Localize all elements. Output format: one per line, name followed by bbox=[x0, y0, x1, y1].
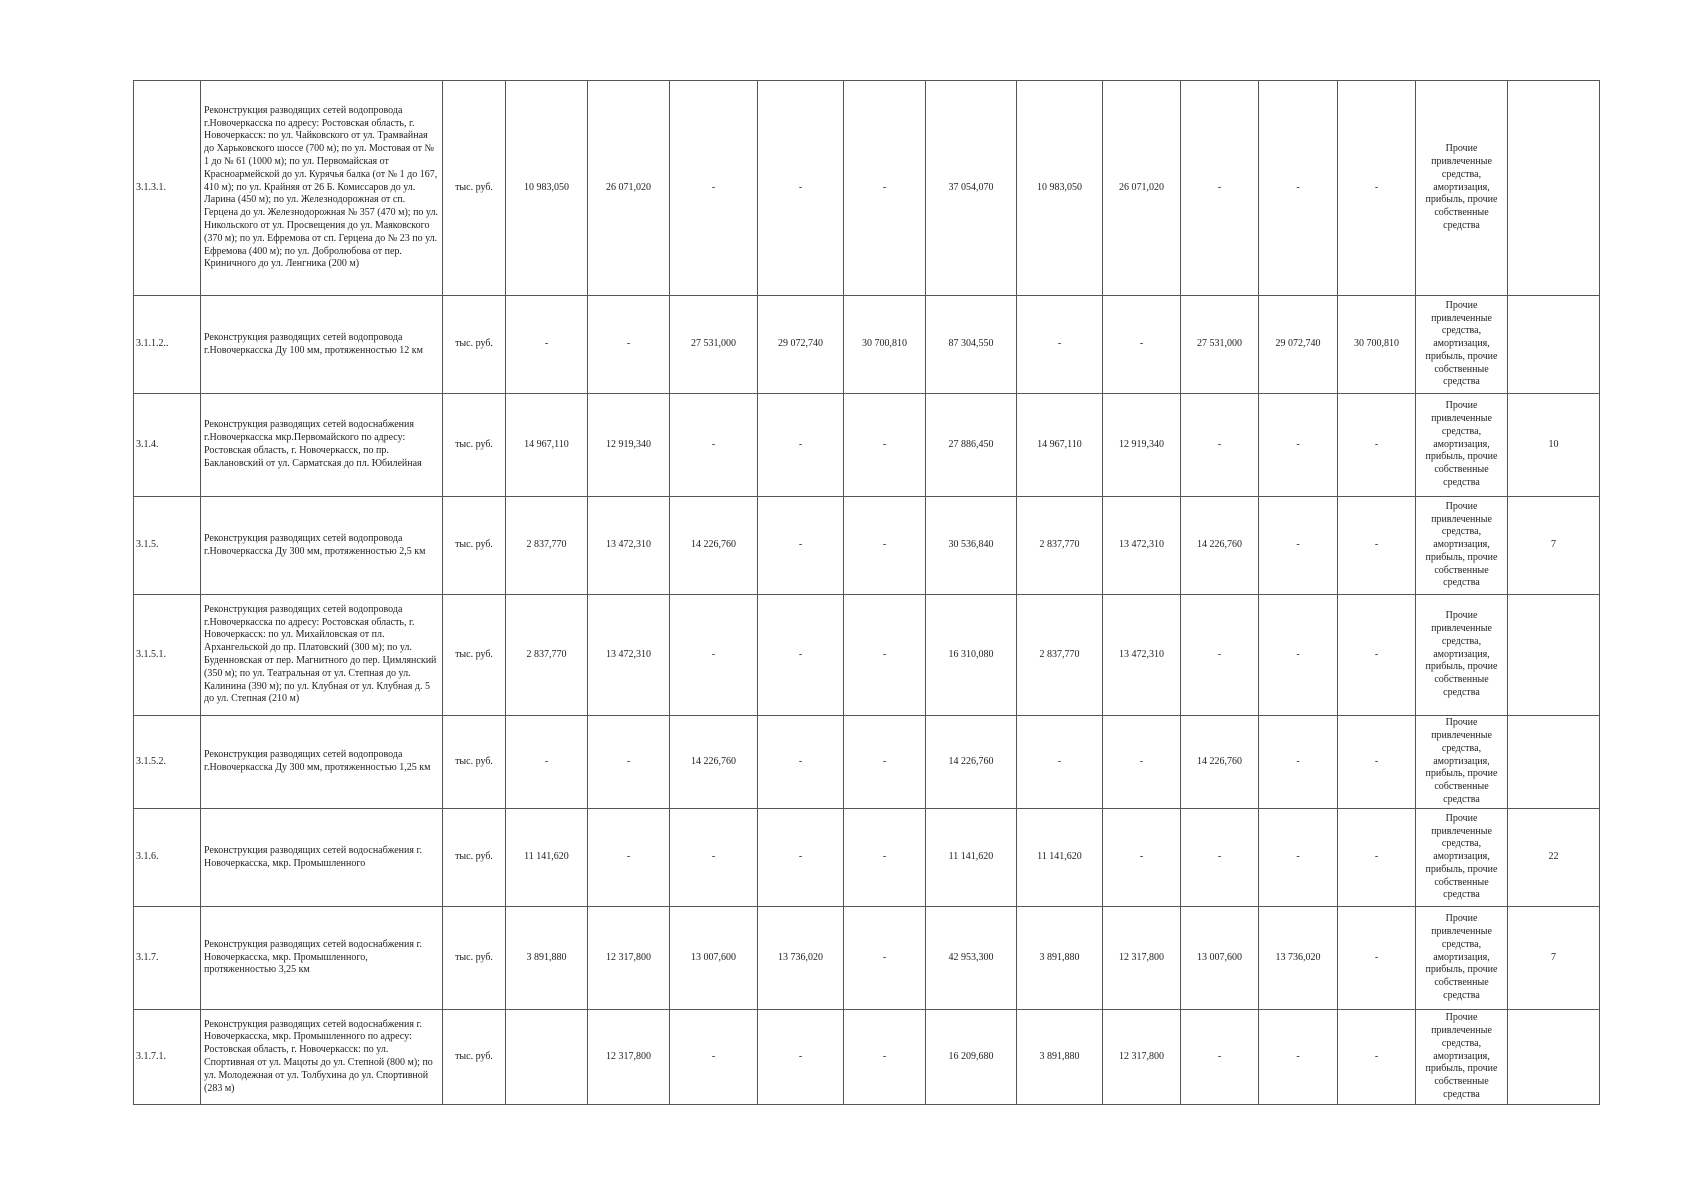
row-value: 3 891,880 bbox=[506, 907, 588, 1010]
row-unit: тыс. руб. bbox=[443, 595, 506, 716]
row-value: 29 072,740 bbox=[1259, 296, 1338, 394]
row-value: 37 054,070 bbox=[926, 81, 1017, 296]
row-unit: тыс. руб. bbox=[443, 716, 506, 809]
row-note bbox=[1508, 595, 1600, 716]
row-value: - bbox=[1103, 809, 1181, 907]
row-value: 30 700,810 bbox=[844, 296, 926, 394]
row-value: 11 141,620 bbox=[926, 809, 1017, 907]
row-value: - bbox=[588, 716, 670, 809]
row-funding-source: Прочие привлеченные средства, амортизация, прибыль, прочие собственные средства bbox=[1416, 497, 1508, 595]
row-funding-source: Прочие привлеченные средства, амортизация, прибыль, прочие собственные средства bbox=[1416, 1010, 1508, 1105]
table-row bbox=[134, 296, 1600, 394]
row-value: 13 007,600 bbox=[1181, 907, 1259, 1010]
table-row bbox=[134, 595, 1600, 716]
row-value: - bbox=[1338, 1010, 1416, 1105]
row-funding-source: Прочие привлеченные средства, амортизация, прибыль, прочие собственные средства bbox=[1416, 595, 1508, 716]
row-value: 12 919,340 bbox=[1103, 394, 1181, 497]
row-description: Реконструкция разводящих сетей водоснабжения г. Новочеркасска, мкр. Промышленного, протяженностью 3,25 км bbox=[201, 907, 443, 1010]
row-value: - bbox=[1338, 81, 1416, 296]
row-value: 16 310,080 bbox=[926, 595, 1017, 716]
row-value: 13 736,020 bbox=[1259, 907, 1338, 1010]
row-unit: тыс. руб. bbox=[443, 497, 506, 595]
row-unit: тыс. руб. bbox=[443, 907, 506, 1010]
row-value: 14 226,760 bbox=[926, 716, 1017, 809]
row-unit: тыс. руб. bbox=[443, 1010, 506, 1105]
row-value: - bbox=[1181, 1010, 1259, 1105]
row-value: 13 472,310 bbox=[588, 595, 670, 716]
row-value: 13 736,020 bbox=[758, 907, 844, 1010]
row-value: - bbox=[670, 809, 758, 907]
row-description: Реконструкция разводящих сетей водоснабжения г. Новочеркасска, мкр. Промышленного bbox=[201, 809, 443, 907]
row-value: - bbox=[844, 809, 926, 907]
row-value: 14 226,760 bbox=[1181, 497, 1259, 595]
row-value: 13 472,310 bbox=[1103, 497, 1181, 595]
row-value: - bbox=[1103, 296, 1181, 394]
row-value: 12 317,800 bbox=[1103, 907, 1181, 1010]
row-value: 14 967,110 bbox=[506, 394, 588, 497]
row-value: 12 317,800 bbox=[588, 907, 670, 1010]
row-value: 16 209,680 bbox=[926, 1010, 1017, 1105]
table-row bbox=[134, 394, 1600, 497]
row-funding-source: Прочие привлеченные средства, амортизация, прибыль, прочие собственные средства bbox=[1416, 296, 1508, 394]
row-value: 26 071,020 bbox=[1103, 81, 1181, 296]
row-note: 7 bbox=[1508, 497, 1600, 595]
row-description: Реконструкция разводящих сетей водопровода г.Новочеркасска по адресу: Ростовская область, г. Новочеркасск: по ул. Чайковского от ул. Трамвайная до Харьковского шоссе (700 м); по ул. Мостовая от № 1 до № 61 (1000 м); по ул. Первомайская от Красноармейской до ул. Курячья балка (от № 1 до 167, 410 м); по ул. Крайняя от 26 Б. Комиссаров до ул. Ларина (450 м); по ул. Железнодорожная от сп. Герцена до ул. Железнодорожная № 357 (470 м); по ул. Никольского от ул. Просвещения до ул. Маяковского (370 м); по ул. Ефремова от сп. Герцена до № 23 по ул. Ефремова (400 м); по ул. Добролюбова от пер. Криничного до ул. Ленгника (200 м) bbox=[201, 81, 443, 296]
row-unit: тыс. руб. bbox=[443, 81, 506, 296]
row-code: 3.1.3.1. bbox=[134, 81, 201, 296]
row-funding-source: Прочие привлеченные средства, амортизация, прибыль, прочие собственные средства bbox=[1416, 394, 1508, 497]
row-value: - bbox=[1181, 809, 1259, 907]
row-funding-source: Прочие привлеченные средства, амортизация, прибыль, прочие собственные средства bbox=[1416, 81, 1508, 296]
row-value: 2 837,770 bbox=[506, 497, 588, 595]
row-value: - bbox=[758, 716, 844, 809]
row-value: - bbox=[1259, 394, 1338, 497]
row-value: - bbox=[758, 809, 844, 907]
row-value: - bbox=[1259, 81, 1338, 296]
row-value: 27 531,000 bbox=[1181, 296, 1259, 394]
row-value: 14 226,760 bbox=[670, 716, 758, 809]
investment-program-table bbox=[133, 80, 1600, 1105]
row-value bbox=[506, 1010, 588, 1105]
row-value: - bbox=[1338, 809, 1416, 907]
row-value: - bbox=[1338, 394, 1416, 497]
row-note bbox=[1508, 1010, 1600, 1105]
row-value: - bbox=[844, 1010, 926, 1105]
row-value: - bbox=[670, 394, 758, 497]
table-row bbox=[134, 809, 1600, 907]
row-value: - bbox=[1259, 1010, 1338, 1105]
row-note bbox=[1508, 716, 1600, 809]
row-value: 2 837,770 bbox=[1017, 595, 1103, 716]
row-value: - bbox=[670, 1010, 758, 1105]
row-description: Реконструкция разводящих сетей водопровода г.Новочеркасска Ду 300 мм, протяженностью 2,5 км bbox=[201, 497, 443, 595]
row-code: 3.1.7.1. bbox=[134, 1010, 201, 1105]
row-value: 27 886,450 bbox=[926, 394, 1017, 497]
row-code: 3.1.1.2.. bbox=[134, 296, 201, 394]
row-value: - bbox=[1017, 296, 1103, 394]
row-value: - bbox=[844, 716, 926, 809]
row-value: - bbox=[506, 716, 588, 809]
row-value: - bbox=[844, 497, 926, 595]
row-value: - bbox=[844, 907, 926, 1010]
row-value: - bbox=[844, 595, 926, 716]
table-row bbox=[134, 1010, 1600, 1105]
row-value: - bbox=[588, 809, 670, 907]
row-funding-source: Прочие привлеченные средства, амортизация, прибыль, прочие собственные средства bbox=[1416, 907, 1508, 1010]
row-value: - bbox=[1338, 907, 1416, 1010]
row-unit: тыс. руб. bbox=[443, 394, 506, 497]
row-value: 13 007,600 bbox=[670, 907, 758, 1010]
row-code: 3.1.6. bbox=[134, 809, 201, 907]
row-value: - bbox=[844, 81, 926, 296]
row-value: 3 891,880 bbox=[1017, 1010, 1103, 1105]
row-description: Реконструкция разводящих сетей водопровода г.Новочеркасска Ду 100 мм, протяженностью 12 км bbox=[201, 296, 443, 394]
row-value: 11 141,620 bbox=[1017, 809, 1103, 907]
row-value: - bbox=[1338, 497, 1416, 595]
row-description: Реконструкция разводящих сетей водопровода г.Новочеркасска Ду 300 мм, протяженностью 1,25 км bbox=[201, 716, 443, 809]
row-value: 12 317,800 bbox=[1103, 1010, 1181, 1105]
row-note: 22 bbox=[1508, 809, 1600, 907]
row-value: 10 983,050 bbox=[1017, 81, 1103, 296]
row-value: - bbox=[670, 81, 758, 296]
table-row bbox=[134, 907, 1600, 1010]
row-note bbox=[1508, 296, 1600, 394]
row-description: Реконструкция разводящих сетей водоснабжения г.Новочеркасска мкр.Первомайского по адресу: Ростовская область, г. Новочеркасск, по пр. Баклановский от ул. Сарматская до пл. Юбилейная bbox=[201, 394, 443, 497]
row-value: 12 317,800 bbox=[588, 1010, 670, 1105]
row-value: 10 983,050 bbox=[506, 81, 588, 296]
row-value: - bbox=[506, 296, 588, 394]
row-code: 3.1.5.1. bbox=[134, 595, 201, 716]
row-code: 3.1.5.2. bbox=[134, 716, 201, 809]
row-code: 3.1.4. bbox=[134, 394, 201, 497]
row-funding-source: Прочие привлеченные средства, амортизация, прибыль, прочие собственные средства bbox=[1416, 809, 1508, 907]
row-code: 3.1.7. bbox=[134, 907, 201, 1010]
row-value: - bbox=[844, 394, 926, 497]
row-value: 3 891,880 bbox=[1017, 907, 1103, 1010]
table-row bbox=[134, 81, 1600, 296]
row-value: - bbox=[588, 296, 670, 394]
row-value: 87 304,550 bbox=[926, 296, 1017, 394]
row-value: 26 071,020 bbox=[588, 81, 670, 296]
row-value: 13 472,310 bbox=[588, 497, 670, 595]
row-value: - bbox=[758, 394, 844, 497]
row-value: 13 472,310 bbox=[1103, 595, 1181, 716]
row-value: 42 953,300 bbox=[926, 907, 1017, 1010]
row-value: - bbox=[1338, 716, 1416, 809]
row-value: 14 226,760 bbox=[670, 497, 758, 595]
table-row bbox=[134, 716, 1600, 809]
row-value: 30 536,840 bbox=[926, 497, 1017, 595]
row-value: - bbox=[1259, 497, 1338, 595]
row-value: - bbox=[1259, 716, 1338, 809]
row-value: - bbox=[758, 497, 844, 595]
row-value: - bbox=[758, 1010, 844, 1105]
row-funding-source: Прочие привлеченные средства, амортизация, прибыль, прочие собственные средства bbox=[1416, 716, 1508, 809]
row-value: 14 226,760 bbox=[1181, 716, 1259, 809]
table-row bbox=[134, 497, 1600, 595]
row-note bbox=[1508, 81, 1600, 296]
row-note: 7 bbox=[1508, 907, 1600, 1010]
row-value: 11 141,620 bbox=[506, 809, 588, 907]
row-description: Реконструкция разводящих сетей водопровода г.Новочеркасска по адресу: Ростовская область, г. Новочеркасск: по ул. Михайловская от пл. Архангельской до пр. Платовский (300 м); по ул. Буденновская от пер. Магнитного до пер. Цимлянский (350 м); по ул. Театральная от ул. Степная до ул. Калинина (390 м); по ул. Клубная от ул. Клубная д. 5 до ул. Степная (210 м) bbox=[201, 595, 443, 716]
row-value: 30 700,810 bbox=[1338, 296, 1416, 394]
row-value: - bbox=[1181, 394, 1259, 497]
row-value: 27 531,000 bbox=[670, 296, 758, 394]
row-value: - bbox=[1017, 716, 1103, 809]
row-unit: тыс. руб. bbox=[443, 296, 506, 394]
row-value: 2 837,770 bbox=[506, 595, 588, 716]
row-value: 2 837,770 bbox=[1017, 497, 1103, 595]
row-value: - bbox=[1259, 809, 1338, 907]
row-value: - bbox=[670, 595, 758, 716]
row-value: - bbox=[1181, 81, 1259, 296]
row-description: Реконструкция разводящих сетей водоснабжения г. Новочеркасска, мкр. Промышленного по адресу: Ростовская область, г. Новочеркасск: по ул. Спортивная от ул. Мацоты до ул. Степной (800 м); по ул. Молодежная от ул. Толбухина до ул. Спортивной (283 м) bbox=[201, 1010, 443, 1105]
row-code: 3.1.5. bbox=[134, 497, 201, 595]
row-value: 14 967,110 bbox=[1017, 394, 1103, 497]
row-unit: тыс. руб. bbox=[443, 809, 506, 907]
row-value: 12 919,340 bbox=[588, 394, 670, 497]
row-value: - bbox=[758, 595, 844, 716]
row-value: - bbox=[1259, 595, 1338, 716]
row-value: - bbox=[1181, 595, 1259, 716]
row-value: - bbox=[1338, 595, 1416, 716]
row-value: - bbox=[758, 81, 844, 296]
row-note: 10 bbox=[1508, 394, 1600, 497]
row-value: - bbox=[1103, 716, 1181, 809]
row-value: 29 072,740 bbox=[758, 296, 844, 394]
